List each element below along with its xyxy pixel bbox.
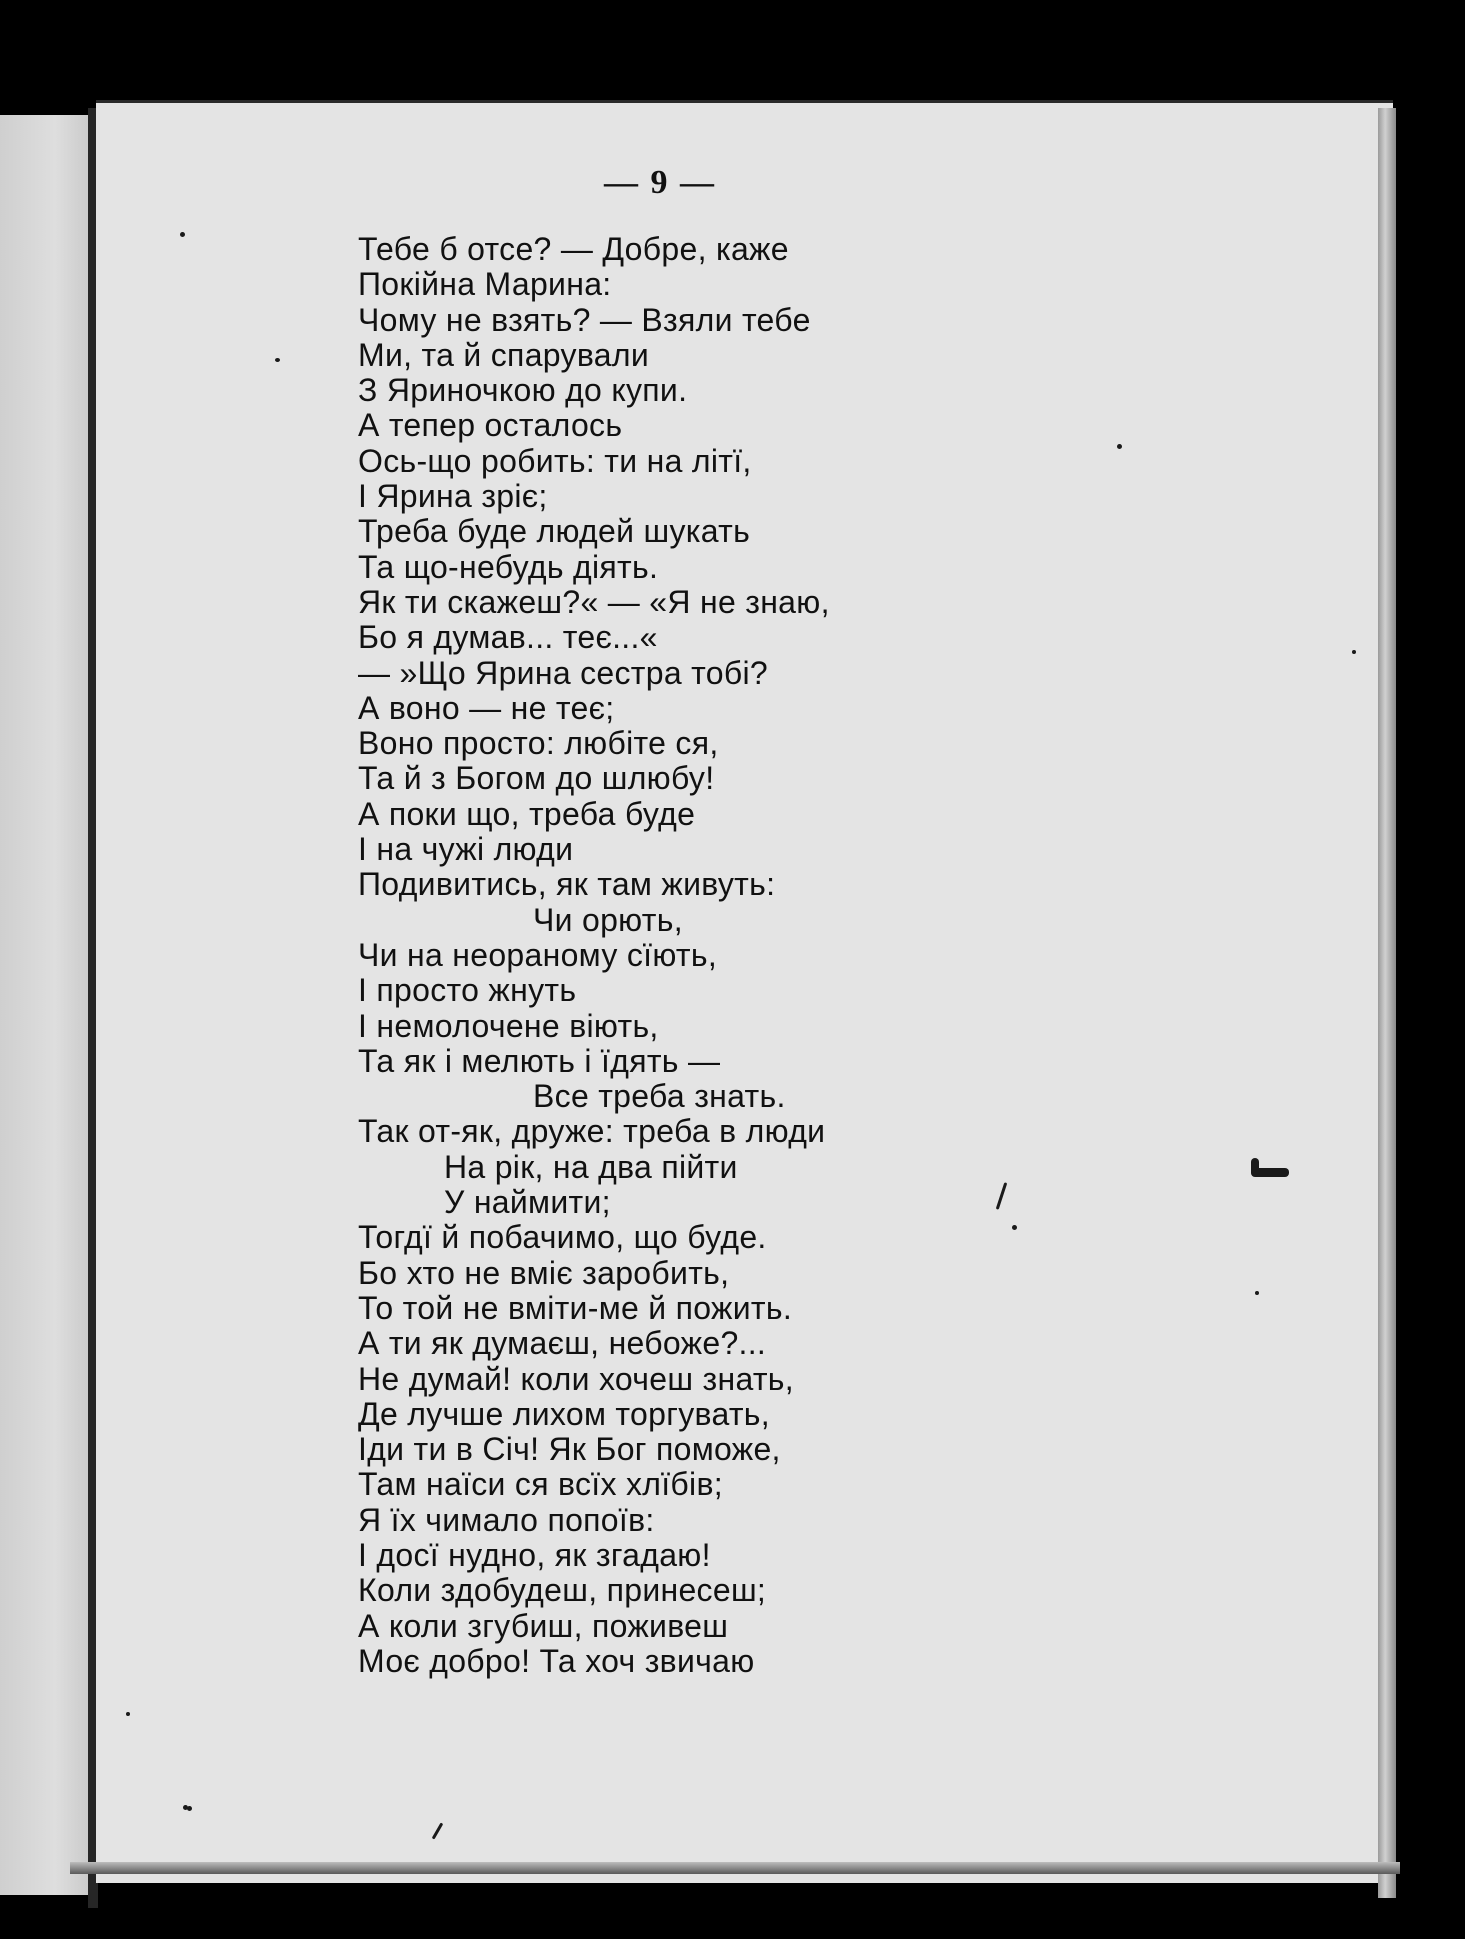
poem-line: А поки що, треба буде	[358, 795, 696, 832]
ink-speck	[1352, 650, 1356, 654]
ink-speck	[183, 1805, 188, 1810]
ink-mark-hook	[1251, 1158, 1259, 1176]
poem-line: На рік, на два пійти	[444, 1148, 738, 1185]
poem-line: Та що-небудь діять.	[358, 548, 659, 585]
poem-line: Ось-що робить: ти на літї,	[358, 442, 752, 479]
poem-line: — »Що Ярина сестра тобі?	[358, 654, 768, 691]
ink-speck	[1117, 444, 1122, 449]
poem-line: Тебе б отсе? — Добре, каже	[358, 231, 789, 267]
poem-line: Моє добро! Та хоч звичаю	[358, 1642, 755, 1679]
previous-page-edge	[0, 115, 92, 1895]
poem-line: А ти як думаєш, небоже?...	[358, 1325, 767, 1362]
poem-line: Так от-як, друже: треба в люди	[358, 1113, 826, 1150]
poem-line: Тогдї й побачимо, що буде.	[358, 1219, 767, 1256]
poem-line: Все треба знать.	[533, 1078, 786, 1115]
poem-line: Чи орють,	[533, 901, 683, 938]
poem-line: Ми, та й спарували	[358, 336, 650, 373]
poem-line: І Ярина зріє;	[358, 478, 548, 515]
poem-line: Треба буде людей шукать	[358, 513, 751, 550]
poem-line: Іди ти в Січ! Як Бог поможе,	[358, 1431, 781, 1468]
page-right-edge	[1378, 108, 1396, 1898]
poem-line: Не думай! коли хочеш знать,	[358, 1360, 794, 1397]
poem-line: І немолочене віють,	[358, 1007, 659, 1044]
poem-line: І на чужі люди	[358, 831, 574, 868]
poem-line: Чи на неораному сїють,	[358, 936, 718, 973]
ink-speck	[1012, 1225, 1017, 1230]
ink-speck	[180, 232, 185, 237]
poem-line: Воно просто: любіте ся,	[358, 725, 719, 762]
poem-line: Бо хто не вміє заробить,	[358, 1254, 730, 1291]
poem-line: Та як і мелють і їдять —	[358, 1042, 721, 1079]
poem-line: Я їх чимало попоїв:	[358, 1501, 655, 1538]
poem-line: І просто жнуть	[358, 972, 577, 1009]
poem-line: А коли згубиш, поживеш	[358, 1607, 729, 1644]
poem-text	[358, 232, 830, 1679]
poem-line: З Яриночкою до купи.	[358, 372, 688, 409]
poem-line: А тепер осталось	[358, 407, 623, 444]
page-bottom-edge	[70, 1862, 1400, 1874]
ink-speck	[1255, 1291, 1259, 1295]
poem-line: У наймити;	[444, 1184, 611, 1221]
poem-line: Покійна Марина:	[358, 266, 612, 303]
poem-line: Коли здобудеш, принесеш;	[358, 1572, 767, 1609]
poem-line: А воно — не теє;	[358, 689, 615, 726]
ink-speck	[126, 1712, 130, 1716]
poem-line: Подивитись, як там живуть:	[358, 866, 776, 903]
poem-line: І досї нудно, як згадаю!	[358, 1536, 711, 1573]
poem-line: Бо я думав... теє...«	[358, 619, 658, 656]
poem-line: Де лучше лихом торгувать,	[358, 1395, 770, 1432]
poem-line: Чому не взять? — Взяли тебе	[358, 301, 811, 338]
poem-line: Там наїси ся всїх хлїбів;	[358, 1466, 723, 1503]
poem-line: То той не вміти-ме й пожить.	[358, 1289, 793, 1326]
page-number: — 9 —	[604, 164, 716, 201]
ink-speck	[275, 358, 280, 362]
poem-line: Як ти скажеш?« — «Я не знаю,	[358, 583, 830, 620]
poem-line: Та й з Богом до шлюбу!	[358, 760, 715, 797]
